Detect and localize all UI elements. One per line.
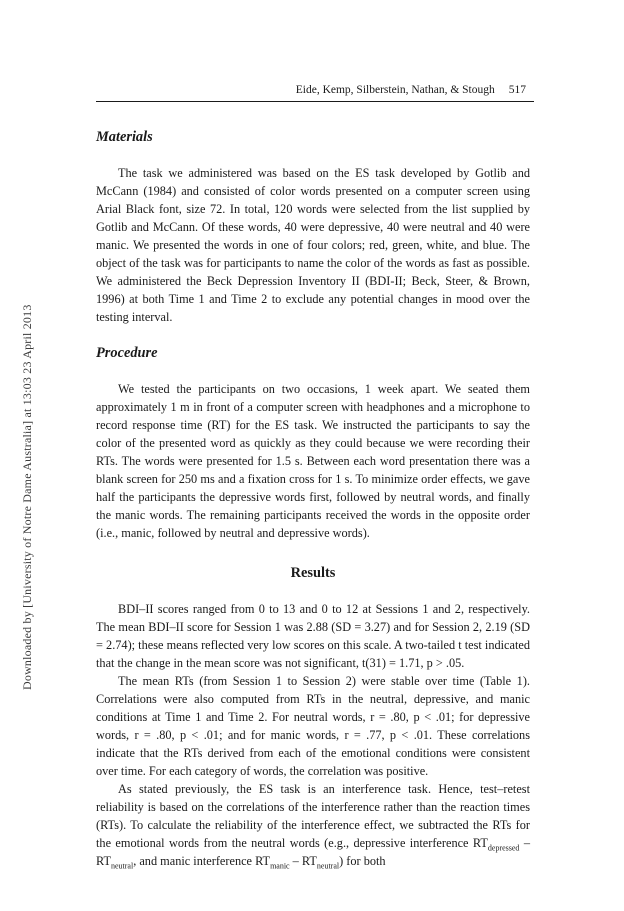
page-number: 517 bbox=[508, 84, 526, 96]
running-header-text bbox=[296, 84, 526, 96]
results-p3-mid3: – RT bbox=[289, 854, 317, 868]
header-authors: Eide, Kemp, Silberstein, Nathan, & Stough bbox=[295, 84, 495, 96]
results-p3-mid1: – RT bbox=[96, 836, 530, 868]
download-notice: Downloaded by [University of Notre Dame Australia] at 13:03 23 April 2013 bbox=[20, 304, 34, 690]
procedure-heading: Procedure bbox=[96, 345, 158, 361]
materials-heading: Materials bbox=[96, 129, 153, 145]
running-header bbox=[96, 82, 534, 102]
procedure-paragraph: We tested the participants on two occasions, 1 week apart. We seated them approximately 1 m in front of a computer screen with headphones and a microphone to record response time (RT) for the ES task. We instructed the participants to say the color of the presented word as quickly as they could because we were recording their RTs. The words were presented for 1.5 s. Between each word presentation there was a blank screen for 250 ms and a fixation cross for 1 s. To minimize order effects, we gave half the participants the depressive words first, followed by neutral words, and finally the manic words. The remaining participants received the words in the opposite order (i.e., manic, followed by neutral and depressive words). bbox=[96, 382, 530, 540]
subscript-neutral-2: neutral bbox=[316, 861, 340, 871]
results-paragraph-3 bbox=[96, 780, 530, 870]
results-p3-end: ) for both bbox=[339, 854, 386, 868]
results-paragraph-1: BDI–II scores ranged from 0 to 13 and 0 to 12 at Sessions 1 and 2, respectively. The mean BDI–II score for Session 1 was 2.88 (SD = 3.27) and for Session 2, 2.19 (SD = 2.74); these means reflected very low scores on this scale. A two-tailed t test indicated that the change in the mean score was not significant, t(31) = 1.71, p > .05. bbox=[96, 602, 530, 670]
article-body bbox=[96, 120, 530, 870]
subscript-manic: manic bbox=[270, 861, 290, 871]
download-sidebar bbox=[0, 0, 38, 911]
results-p3-mid2: , and manic interference RT bbox=[133, 854, 271, 868]
subscript-neutral-1: neutral bbox=[110, 861, 134, 871]
results-heading: Results bbox=[290, 565, 336, 581]
subscript-depressed: depressed bbox=[487, 843, 520, 853]
results-p3-text: As stated previously, the ES task is an interference task. Hence, test–retest reliability is based on the correlations of the interference rather than the reaction times (RTs). To calculate the reliability of the interference effect, we subtracted the RTs for the emotional words from the neutral words (e.g., depressive interference RT bbox=[96, 782, 530, 850]
header-rule bbox=[96, 101, 534, 102]
results-paragraph-2: The mean RTs (from Session 1 to Session 2) were stable over time (Table 1). Correlations were also computed from RTs in the neutral, depressive, and manic conditions at Time 1 and Time 2. For neutral words, r = .80, p < .01; for depressive words, r = .80, p < .01; and for manic words, r = .77, p < .01. These correlations indicate that the RTs derived from each of the emotional conditions were consistent over time. For each category of words, the correlation was positive. bbox=[96, 674, 530, 778]
materials-paragraph: The task we administered was based on the ES task developed by Gotlib and McCann (1984) and consisted of color words presented on a computer screen using Arial Black font, size 72. In total, 120 words were selected from the list supplied by Gotlib and McCann. Of these words, 40 were depressive, 40 were neutral and 40 were manic. We presented the words in one of four colors; red, green, white, and blue. The object of the task was for participants to name the color of the words as fast as possible. We administered the Beck Depression Inventory II (BDI-II; Beck, Steer, & Brown, 1996) at both Time 1 and Time 2 to exclude any potential changes in mood over the testing interval. bbox=[96, 166, 530, 324]
